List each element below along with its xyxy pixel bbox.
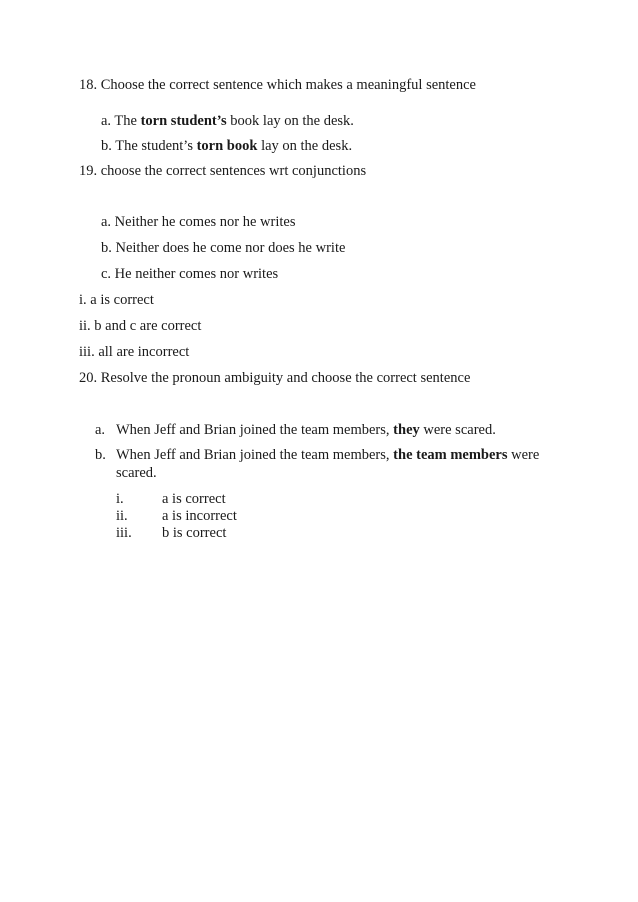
- q19-answer-ii: ii. b and c are correct: [79, 318, 202, 334]
- q19-option-c: c. He neither comes nor writes: [101, 266, 279, 282]
- q18-option-a-post: book lay on the desk.: [226, 113, 354, 129]
- q20-answer-iii-text: b is correct: [162, 525, 227, 541]
- q20-answer-i: [116, 490, 226, 508]
- q19-option-b: b. Neither does he come nor does he write: [101, 240, 346, 256]
- q20-option-a-post: were scared.: [419, 422, 496, 438]
- q19-option-a: a. Neither he comes nor he writes: [101, 214, 296, 230]
- q20-option-a-pre: When Jeff and Brian joined the team members,: [116, 422, 394, 438]
- q20-answer-i-text: a is correct: [162, 491, 226, 507]
- q20-option-b-label: b.: [95, 447, 106, 463]
- q20-option-b-post: were scared.: [116, 447, 540, 481]
- q20-answer-iii: [116, 524, 226, 542]
- q18-option-b-pre: b. The student’s: [101, 138, 197, 154]
- question-19: 19. choose the correct sentences wrt conjunctions: [79, 163, 367, 179]
- q20-answer-ii-num: ii.: [116, 508, 128, 524]
- q18-option-b-bold: torn book: [196, 138, 258, 154]
- q20-answer-ii: [116, 507, 237, 525]
- q20-option-b-bold: the team members: [393, 447, 508, 463]
- q18-option-b-post: lay on the desk.: [257, 138, 353, 154]
- q18-option-a-pre: a. The: [101, 113, 141, 129]
- q20-option-a: [95, 421, 496, 439]
- question-20: 20. Resolve the pronoun ambiguity and choose the correct sentence: [79, 370, 471, 386]
- q19-answer-i: i. a is correct: [79, 292, 154, 308]
- q20-option-b-pre: When Jeff and Brian joined the team members,: [116, 447, 394, 463]
- q20-answer-i-num: i.: [116, 491, 124, 507]
- q18-option-b: [101, 137, 352, 155]
- q20-option-a-label: a.: [95, 422, 106, 438]
- question-18: 18. Choose the correct sentence which makes a meaningful sentence: [79, 77, 476, 93]
- q18-option-a: [101, 112, 354, 130]
- q20-answer-iii-num: iii.: [116, 525, 132, 541]
- q20-option-a-bold: they: [393, 422, 420, 438]
- q20-option-b: [116, 446, 566, 482]
- q20-answer-ii-text: a is incorrect: [162, 508, 237, 524]
- q19-answer-iii: iii. all are incorrect: [79, 344, 190, 360]
- q18-option-a-bold: torn student’s: [140, 113, 227, 129]
